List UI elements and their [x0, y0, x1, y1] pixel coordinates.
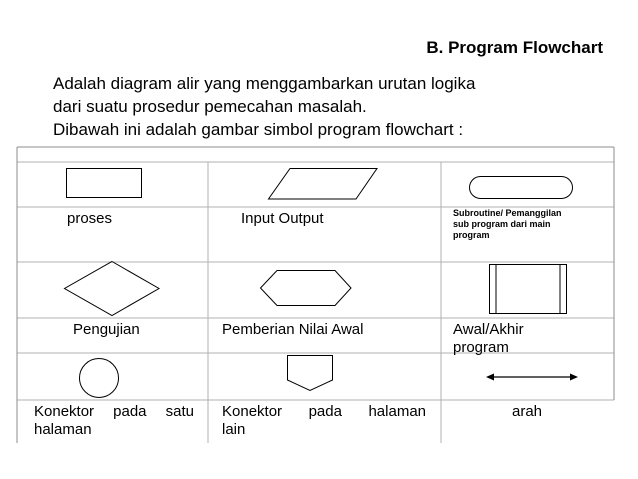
process-rectangle-symbol — [66, 168, 142, 198]
off-page-connector-symbol — [287, 355, 333, 391]
pemberian-nilai-awal-label: Pemberian Nilai Awal — [222, 321, 364, 338]
subroutine-terminator-symbol — [469, 176, 573, 200]
intro-line: Dibawah ini adalah gambar simbol program flowchart : — [53, 120, 464, 139]
intro-paragraph — [53, 72, 613, 141]
input-output-parallelogram-symbol — [268, 168, 378, 200]
awal-akhir-label: Awal/Akhir program — [453, 321, 524, 356]
konektor-halaman-lain-label: Konektor pada halaman lain — [222, 403, 426, 438]
flow-direction-arrow-symbol — [486, 371, 578, 383]
subroutine-label: Subroutine/ Pemanggilan sub program dari main program — [453, 208, 562, 240]
input-output-label: Input Output — [241, 210, 324, 227]
arah-label: arah — [512, 403, 543, 420]
preparation-hexagon-symbol — [260, 270, 352, 306]
intro-line: dari suatu prosedur pemecahan masalah. — [53, 97, 367, 116]
pengujian-label: Pengujian — [73, 321, 140, 338]
section-heading: B. Program Flowchart — [426, 38, 603, 57]
on-page-connector-circle-symbol — [79, 358, 119, 398]
predefined-process-symbol — [489, 264, 567, 314]
decision-diamond-symbol — [64, 261, 160, 316]
proses-label: proses — [67, 210, 113, 227]
intro-line: Adalah diagram alir yang menggambarkan urutan logika — [53, 74, 476, 93]
konektor-satu-halaman-label: Konektor pada satu halaman — [34, 403, 194, 438]
